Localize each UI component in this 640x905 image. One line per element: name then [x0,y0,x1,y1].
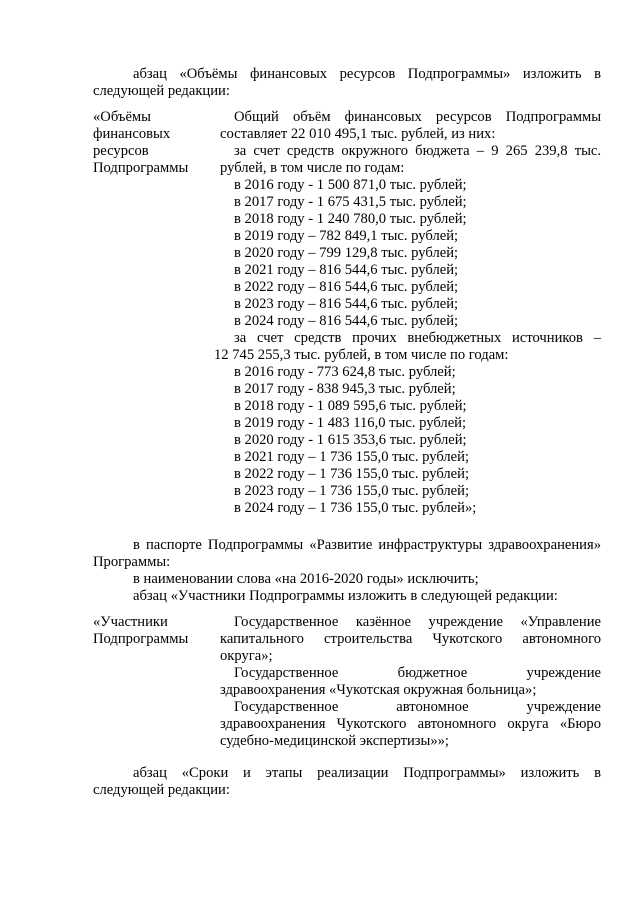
district-year: в 2016 году - 1 500 871,0 тыс. рублей; [234,177,467,193]
district-year: в 2020 году – 799 129,8 тыс. рублей; [234,245,459,261]
other-year: в 2022 году – 1 736 155,0 тыс. рублей; [234,466,470,482]
outro-paragraph [93,765,601,799]
other-year: в 2018 году - 1 089 595,6 тыс. рублей; [234,398,467,414]
other-year: в 2024 году – 1 736 155,0 тыс. рублей»; [234,500,477,516]
outro-line-2: следующей редакции: [93,782,230,798]
other-line-2: 12 745 255,3 тыс. рублей, в том числе по годам: [214,347,509,363]
other-year: в 2021 году – 1 736 155,0 тыс. рублей; [234,449,470,465]
passport-line-1: в паспорте Подпрограммы «Развитие инфраструктуры здравоохранения» [133,537,601,553]
participants-label: «Участники Подпрограммы [93,614,189,647]
other-year: в 2017 году - 838 945,3 тыс. рублей; [234,381,456,397]
other-year: в 2023 году – 1 736 155,0 тыс. рублей; [234,483,470,499]
other-year: в 2019 году - 1 483 116,0 тыс. рублей; [234,415,467,431]
intro-line-1: абзац «Объёмы финансовых ресурсов Подпрограммы» изложить в [133,66,601,82]
intro-line-2: следующей редакции: [93,83,230,99]
participant-3-line: здравоохранения Чукотского автономного округа «Бюро [220,716,601,732]
resources-value [214,109,601,517]
district-year: в 2018 году - 1 240 780,0 тыс. рублей; [234,211,467,227]
outro-line-1: абзац «Сроки и этапы реализации Подпрограммы» изложить в [133,765,601,781]
total-line-1: Общий объём финансовых ресурсов Подпрограммы [234,109,601,125]
district-year: в 2024 году – 816 544,6 тыс. рублей; [234,313,459,329]
district-year: в 2022 году – 816 544,6 тыс. рублей; [234,279,459,295]
participant-3-line: Государственное автономное учреждение [234,699,601,715]
other-year: в 2020 году - 1 615 353,6 тыс. рублей; [234,432,467,448]
resources-label: «Объёмы финансовых ресурсов Подпрограммы [93,109,189,176]
other-line-1: за счет средств прочих внебюджетных источников – [234,330,601,346]
participant-2-line: Государственное бюджетное учреждение [234,665,601,681]
district-year: в 2019 году – 782 849,1 тыс. рублей; [234,228,459,244]
participant-3-line: судебно-медицинской экспертизы»»; [220,733,449,749]
district-line-2: рублей, в том числе по годам: [220,160,405,176]
passport-line-4: абзац «Участники Подпрограммы изложить в следующей редакции: [133,588,558,604]
district-year: в 2017 году - 1 675 431,5 тыс. рублей; [234,194,467,210]
passport-line-2: Программы: [93,554,171,570]
district-year: в 2023 году – 816 544,6 тыс. рублей; [234,296,459,312]
intro-paragraph [93,66,601,100]
participant-1-line: капитального строительства Чукотского автономного [220,631,601,647]
district-line-1: за счет средств окружного бюджета – 9 265 239,8 тыс. [234,143,601,159]
participants-value [220,614,601,750]
passport-line-3: в наименовании слова «на 2016-2020 годы» исключить; [133,571,479,587]
total-line-2: составляет 22 010 495,1 тыс. рублей, из них: [220,126,496,142]
participant-2-line: здравоохранения «Чукотская окружная больница»; [220,682,537,698]
district-year: в 2021 году – 816 544,6 тыс. рублей; [234,262,459,278]
other-year: в 2016 году - 773 624,8 тыс. рублей; [234,364,456,380]
participant-1-line: Государственное казённое учреждение «Управление [234,614,601,630]
passport-paragraph [93,537,601,605]
participant-1-line: округа»; [220,648,273,664]
